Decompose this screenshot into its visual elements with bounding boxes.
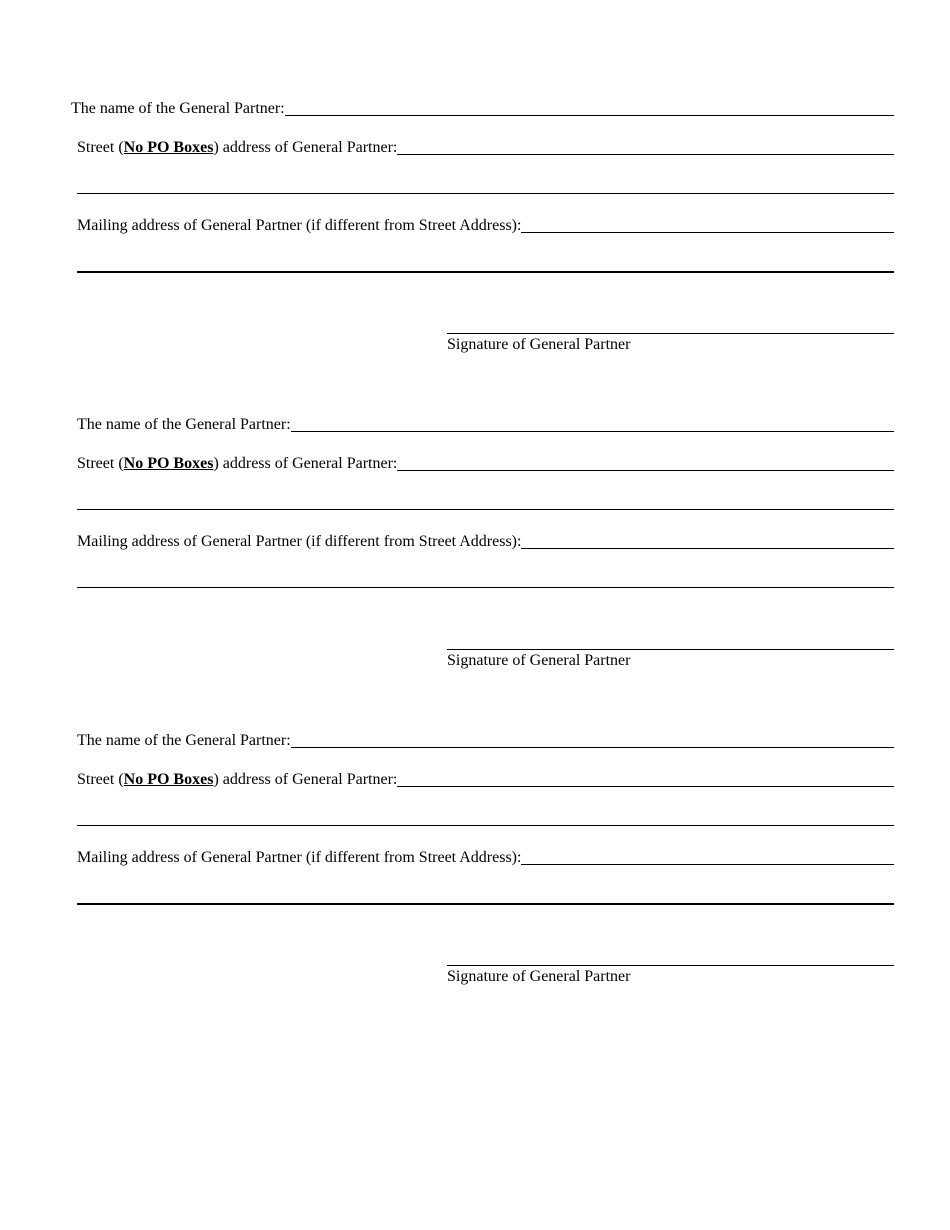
street-suffix: ) address of General Partner: (213, 455, 398, 472)
signature-label: Signature of General Partner (447, 968, 631, 985)
partner-name-blank[interactable] (291, 430, 894, 432)
street-address-label (77, 139, 397, 158)
mailing-address-blank[interactable] (521, 547, 894, 549)
street-address-blank[interactable] (397, 153, 894, 155)
partner-name-label: The name of the General Partner: (77, 416, 291, 433)
signature-line[interactable] (447, 965, 894, 966)
mailing-address-blank[interactable] (521, 231, 894, 233)
mailing-address-row (77, 214, 894, 236)
street-address-row (77, 768, 894, 790)
mailing-address-row (77, 530, 894, 552)
no-po-boxes-emphasis: No PO Boxes (123, 771, 214, 788)
signature-label: Signature of General Partner (447, 652, 631, 669)
partner-name-row (77, 413, 894, 435)
street-suffix: ) address of General Partner: (213, 139, 398, 156)
mailing-address-label: Mailing address of General Partner (if different from Street Address): (77, 217, 522, 234)
street-address-row (77, 452, 894, 474)
street-address-continuation-line[interactable] (77, 509, 894, 510)
partner-name-label: The name of the General Partner: (77, 732, 291, 749)
street-prefix: Street ( (77, 139, 124, 156)
no-po-boxes-emphasis: No PO Boxes (123, 455, 214, 472)
street-address-blank[interactable] (397, 785, 894, 787)
street-address-continuation-line[interactable] (77, 825, 894, 826)
partner-name-row (71, 97, 894, 119)
mailing-address-label: Mailing address of General Partner (if different from Street Address): (77, 849, 522, 866)
mailing-address-row (77, 846, 894, 868)
partner-name-blank[interactable] (285, 114, 894, 116)
signature-label: Signature of General Partner (447, 336, 631, 353)
partner-name-blank[interactable] (291, 746, 894, 748)
street-prefix: Street ( (77, 771, 124, 788)
street-address-blank[interactable] (397, 469, 894, 471)
general-partner-section-2 (0, 316, 950, 669)
mailing-address-continuation-line[interactable] (77, 903, 894, 905)
street-prefix: Street ( (77, 455, 124, 472)
mailing-address-continuation-line[interactable] (77, 587, 894, 588)
general-partner-section-1 (0, 0, 950, 353)
street-address-row (77, 136, 894, 158)
partner-name-row (77, 729, 894, 751)
street-suffix: ) address of General Partner: (213, 771, 398, 788)
mailing-address-continuation-line[interactable] (77, 271, 894, 273)
mailing-address-label: Mailing address of General Partner (if different from Street Address): (77, 533, 522, 550)
no-po-boxes-emphasis: No PO Boxes (123, 139, 214, 156)
street-address-continuation-line[interactable] (77, 193, 894, 194)
mailing-address-blank[interactable] (521, 863, 894, 865)
street-address-label (77, 455, 397, 474)
street-address-label (77, 771, 397, 790)
partner-name-label: The name of the General Partner: (71, 100, 285, 117)
general-partner-section-3 (0, 633, 950, 985)
